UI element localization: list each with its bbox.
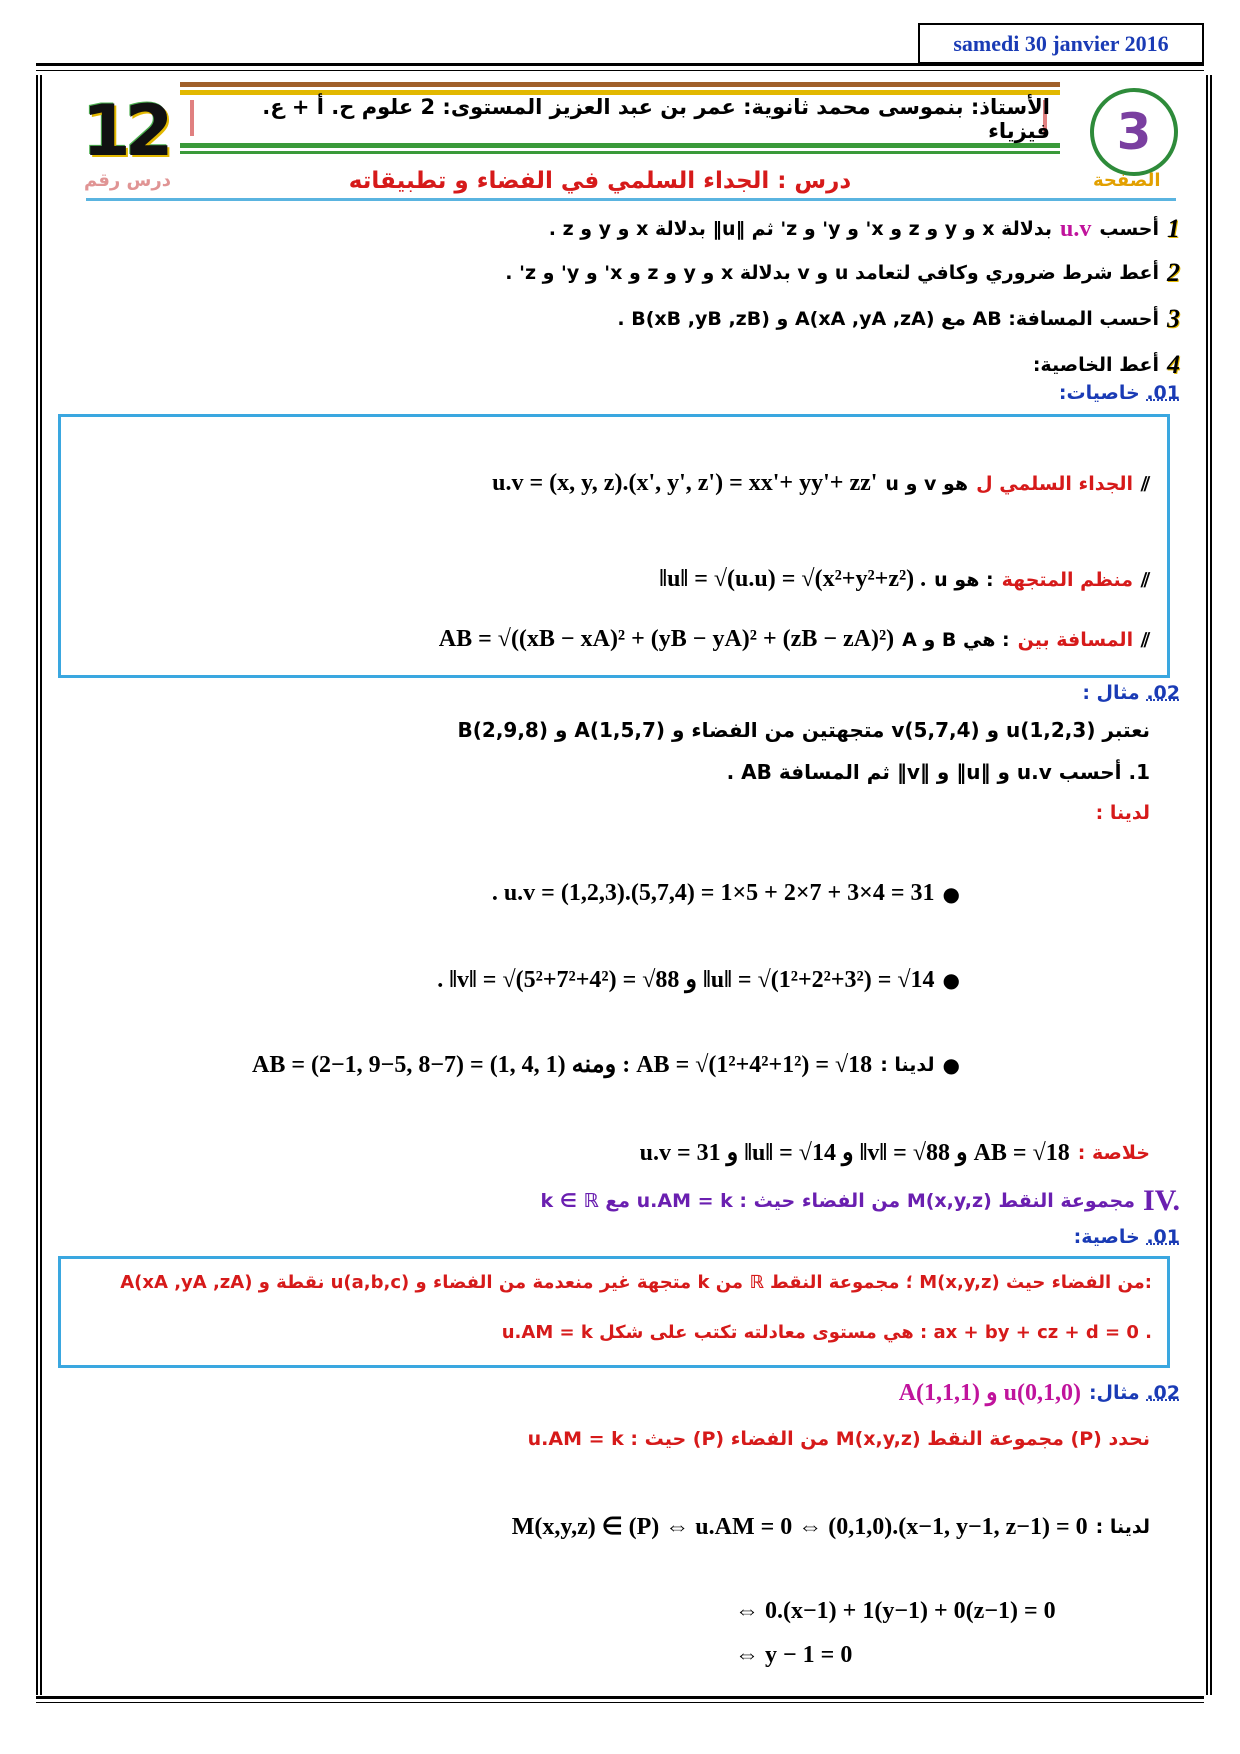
summary-label: خلاصة : [1077,1141,1150,1164]
exercise-4 [1033,350,1180,380]
rule-mark-icon: ⫽ [1141,627,1150,652]
bullet-icon: ● [942,1052,960,1077]
example2-line-1 [512,1512,1150,1541]
example-line: . ‖v‖ = √(5²+7²+4²) = √88 و ‖u‖ = √(1²+2²+3²) = √14 [437,967,935,993]
exercise-number: 4 [1167,350,1180,379]
property-box-text: u.AM = k هي مستوى معادلته تكتب على شكل : ax + by + cz + d = 0 . [501,1322,1152,1343]
section-index: 01. [1146,382,1180,404]
part-title: مجموعة النقط M(x,y,z) من الفضاء حيث : u.AM = k مع k ∈ ℝ [540,1190,1136,1212]
property-box-line-1 [120,1272,1152,1293]
example-line: AB = (2−1, 9−5, 8−7) = (1, 4, 1) ومنه : AB = √(1²+4²+1²) = √18 [251,1052,873,1078]
example-given-text: نعتبر u(1,2,3) و v(5,7,4) متجهتين من الفضاء و A(1,5,7) و B(2,9,8) [457,718,1150,742]
bullet-icon: ● [942,967,960,992]
rule-mark-icon: ⫽ [1141,471,1150,496]
exercise-2 [505,258,1180,288]
example-given [458,718,1150,742]
teacher-line: الأستاذ: بنموسى محمد ثانوية: عمر بن عبد العزيز المستوى: 2 علوم ح. أ + ع. فيزياء [262,95,1050,143]
header-bar-brown [180,82,1060,87]
exercise-tail: بدلالة x و y و z و x' و y' و z' ثم ‖u‖ بدلالة x و y و z . [548,218,1052,240]
exercise-expr: u.v [1059,215,1092,242]
example2-intro [528,1428,1150,1450]
header-side-bar-left [190,100,194,136]
section-index: 01. [1146,1226,1180,1248]
section-heading-example-2 [899,1378,1180,1407]
example-line-prefix: لدينا : [880,1053,935,1076]
summary-text: u.v = 31 و ‖u‖ = √14 و ‖v‖ = √88 و AB = √18 [639,1140,1070,1166]
property-dot-product [492,470,1150,497]
section-title: خاصيات: [1058,382,1140,404]
page-number-label: الصفحة [1093,170,1161,191]
property-norm [659,566,1150,593]
exercise-text: أحسب المسافة: AB مع A(xA ,yA ,zA) و B(xB ,yB ,zB) . [617,308,1159,330]
property-distance [439,626,1150,653]
property-formula: u.v = (x, y, z).(x', y', z') = xx'+ yy'+ zz' [492,470,878,496]
property-box-text: A(xA ,yA ,zA) نقطة و u(a,b,c) متجهة غير منعدمة من الفضاء و k من ℝ ؛ مجموعة النقط M(x,y,z) من الفضاء حيث: [120,1272,1152,1293]
header-bar-green-2 [180,151,1060,154]
section-heading-property [1074,1226,1180,1248]
example-question [727,760,1150,784]
exercise-number: 3 [1167,304,1180,333]
page-number: 3 [1090,88,1178,176]
section-title: مثال: [1088,1381,1140,1404]
exercise-text: أعط شرط ضروري وكافي لتعامد u و v بدلالة x و y و z و x' و y' و z' . [505,262,1159,284]
property-formula: AB = √((xB − xA)² + (yB − yA)² + (zB − zA)²) [438,626,895,652]
top-rule-thin [36,70,1204,71]
lesson-number-label: درس رقم [84,170,171,191]
exercise-3 [617,304,1180,334]
exercise-number: 1 [1167,214,1180,243]
exercise-text: أعط الخاصية: [1032,354,1159,376]
lesson-title: درس : الجداء السلمي في الفضاء و تطبيقاته [348,168,852,194]
example-question-text: 1. أحسب u.v و ‖u‖ و ‖v‖ ثم المسافة AB . [726,760,1150,784]
section-title: مثال : [1082,682,1140,704]
section-title: خاصية: [1073,1226,1140,1248]
example2-line-3: ⇔ y − 1 = 0 [735,1642,853,1668]
example2-line-2: ⇔ 0.(x−1) + 1(y−1) + 0(z−1) = 0 [735,1598,1056,1624]
section-heading [1089,1382,1180,1404]
header-bar-green [180,143,1060,148]
property-formula: ‖u‖ = √(u.u) = √(x²+y²+z²) . [659,566,927,592]
property-mid: u و v هو [885,472,969,495]
section-index: 02. [1146,1381,1180,1404]
property-label: الجداء السلمي ل [976,472,1134,495]
property-mid: u هو : [934,568,994,591]
top-rule [36,63,1204,66]
bottom-rule [36,1696,1204,1699]
section-given: A(1,1,1) و u(0,1,0) [898,1380,1081,1406]
section-index: 02. [1146,682,1180,704]
example-we-have [1096,802,1150,824]
example-summary [640,1138,1150,1167]
title-underline [86,198,1176,201]
example-line: . u.v = (1,2,3).(5,7,4) = 1×5 + 2×7 + 3×4 = 31 [491,880,935,906]
bullet-icon: ● [942,881,960,906]
property-mid: A و B هي : [902,628,1010,651]
exercise-number: 2 [1167,258,1180,287]
example-line-2 [437,965,960,994]
example-line-3 [252,1050,960,1079]
exercise-text: أحسب [1099,218,1159,240]
rule-mark-icon: ⫽ [1141,567,1150,592]
example-line-1 [492,880,960,907]
part-iv-heading [541,1184,1180,1218]
part-roman: IV. [1143,1184,1180,1217]
section-heading-properties [1059,382,1180,404]
bottom-rule-thin [36,1702,1204,1703]
we-have-label: لدينا : [1095,802,1150,824]
property-box-line-2 [502,1322,1152,1343]
property-label: منظم المتجهة [1001,568,1134,591]
section-heading-example [1082,682,1180,704]
property-label: المسافة بين [1017,628,1134,651]
date-stamp: samedi 30 janvier 2016 [918,23,1204,64]
exercise-1 [549,214,1180,244]
example2-line: M(x,y,z) ∈ (P) ⇔ u.AM = 0 ⇔ (0,1,0).(x−1, y−1, z−1) = 0 [511,1514,1088,1540]
example2-we-have: لدينا : [1095,1515,1150,1538]
lesson-number: 12 [82,90,168,172]
example2-intro-text: نحدد (P) مجموعة النقط M(x,y,z) من الفضاء (P) حيث : u.AM = k [527,1428,1150,1450]
